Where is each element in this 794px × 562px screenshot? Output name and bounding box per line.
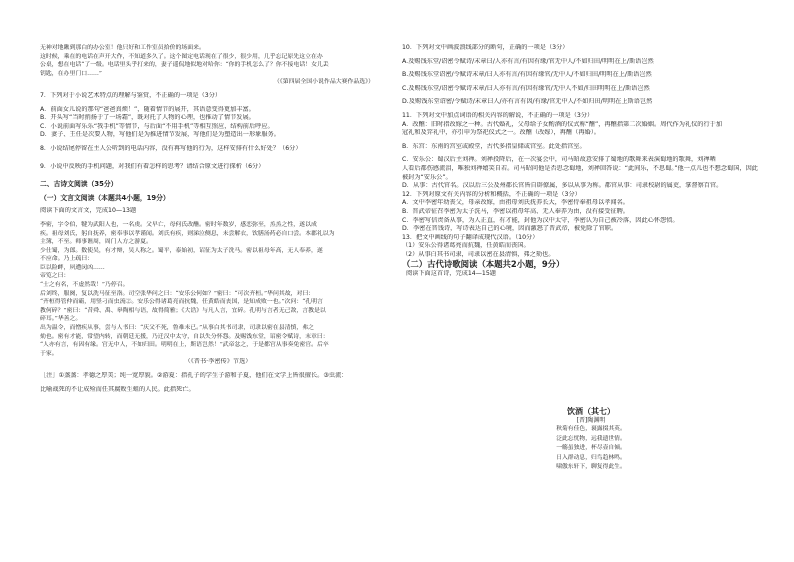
q10-option-d: D.及赐饯东堂诏密/令赋诗/末章曰人/亦有言有因/有缘/官无中人/不如归田/明明在上斯语岂然	[402, 98, 653, 106]
q13-item-2: （2）从事白其书司隶，司隶以密在县清慎，弗之劾也。	[402, 250, 555, 258]
classical-line: 不应命。乃上疏曰：	[40, 256, 94, 263]
subsection-heading: （二）古代诗歌阅读（本题共2小题，9分）	[402, 259, 565, 270]
question-10: 10．下列对文中画波浪线部分的断句，正确的一项是（3分）	[402, 44, 569, 51]
classical-line: 李密，字令伯，犍为武阳人也，一名虔。父早亡，母何氏改醮。密时年数岁，感恋弥至，烝烝之性，遂以成	[40, 221, 317, 228]
q12-option-c: C．李密写信责备从事，为人正直，有才能，封他为汉中太守，李密认为自己被冷落，因此心怀怨愤。	[402, 216, 679, 224]
question-9: 9．小说中反映的手机问题，对我们有着怎样的思考？请结合原文进行探析（6分）	[40, 162, 265, 170]
classical-line: 于家。	[40, 350, 58, 357]
q7-option-b: B．开头写“当时捎扬于了一场霜”，既对托了人物的心理，也推动了情节发展。	[40, 114, 255, 122]
classical-line: 主簿，不至。师事谯周，周门人方之游夏。	[40, 239, 152, 246]
question-7: 7．下列对于小说艺术特点的理解与鉴赏，不正确的一项是（3分）	[40, 91, 222, 99]
story-line: 无神对地瞅到那白的办公室！他只好和工作室员拾价的场面来。	[40, 45, 205, 51]
story-source: （《第四届全国小说作品大赛作品选》）	[273, 79, 374, 86]
classical-line: 后刘终，服阕，复以洗马征至洛。司空张华问之曰：“安乐公何如？”密曰：“可次齐桓。”华问其故，对曰：	[40, 290, 315, 297]
q11-option-a: A．改醮：旧时指改嫁之一种。古代婚礼，父母给子女酌酒的仪式称“醮”，再醮指第二次婚姻。周代作为礼仪的行于加	[402, 120, 723, 128]
poem-line: 秋菊有佳色，裛露掇其英。	[556, 426, 626, 432]
classical-line: 劾也。密有才能，常望内转，而朝廷无援，乃迁汉中太守，自以失分怀怨。及赐饯东堂，诏密令赋诗，末章曰：	[40, 333, 329, 340]
question-8: 8．小说结尾停留在主人公听到的电话内容，没有再写他的行为，这样安排有什么好处？（6分）	[40, 144, 302, 152]
poem-line: 啸傲东轩下，聊复得此生。	[556, 464, 626, 471]
q11-option-a-cont: 冠礼和及笄礼中，亦引申为祭祀仪式之一。改醮（改嫁），再醮（再婚）。	[402, 129, 600, 137]
q11-option-c: C．安乐公：蜀汉后主刘禅。刘禅投降后，在一次宴会中，司马昭故意安排了蜀地的歌舞来表演蜀地的歌舞，刘禅哂	[402, 156, 716, 164]
q11-option-c-cont: 被封为“安乐公”。	[402, 173, 452, 181]
classical-line: 教何碎？”密曰：“昔舜、禹、皋陶相与语，故得简雅；《大诰》与凡人言，宜碎。孔明与言者无己敌，言教是以	[40, 307, 326, 314]
q10-option-c: C.及赐饯东堂/诏密令赋诗末章/曰人亦有言/有因有缘官/无中人不如/归田明明在上/斯语岂然	[402, 84, 650, 92]
subsection-heading: （一）文言文阅读（本题共4小题，19分）	[40, 193, 170, 202]
section-heading: 二、古诗文阅读（35分）	[40, 180, 118, 189]
poem-line: 一觞虽独进，杯尽壶自倾。	[556, 445, 626, 452]
classical-line: “士之有名，不虚然哉！”乃停召。	[40, 282, 129, 289]
question-12: 12．下列对原文有关内容的分析和概括，不正确的一项是（3分）	[402, 190, 581, 198]
classical-line: 疾。祖母刘氏，躬自抚养，密奉事以孝谨闻。刘氏有疾，则涕泣侧息，未尝解衣，饮膳汤药必自口尝。本郡礼以为	[40, 230, 335, 237]
q7-option-c: C．小说前面写乐乐“我手机”等情节，与后面“不用手机”等相互照应，结构前后呼应。	[40, 122, 274, 130]
classical-line: “人亦有言，有因有缘。官无中人，不如归田。明明在上，斯语岂然！”武帝忿之，于是都官从事奏免密官。后卒	[40, 342, 329, 349]
q12-option-b: B．晋武帝征召李密为太子洗马，李密以祖母年高、无人奉养为由，没有接受征聘。	[402, 207, 629, 215]
classical-source: （《晋书·李密传》节选）	[184, 358, 252, 366]
classical-line: 臣以险衅，夙遭闵凶……	[40, 264, 105, 271]
q12-option-a: A．文中李密年幼丧父，母亲改嫁，由祖母刘氏抚养长大，李密侍奉祖母以孝闻名。	[402, 199, 629, 207]
poem-line: 日入群动息，归鸟趋林鸣。	[556, 454, 626, 461]
q11-option-d: D．从事：古代官名。汉以后三公及州郡长官皆自辟僚属，多以从事为称。都官从事：司隶校尉的属吏，掌督察百官。	[402, 182, 723, 190]
note-line: ［注］①蒸蒸：孝德之厚美；纯一宽厚貌。②游夏：指孔子的学生子游和子夏，他们在文学上皆很擅长。③虫流：	[40, 372, 348, 379]
q11-option-b: B．东宫：东南的宫室或殿堂，古代多指皇储或宫室。此处指宫室。	[402, 142, 586, 150]
poem-block	[516, 407, 666, 473]
q12-option-d: D．李密在晋饯诗，写诗表达自己的心境，因而激怒了晋武帝，被免除了官职。	[402, 225, 618, 233]
q7-option-d: D．妻子、王任是次要人物，写他们是为推进情节发展，写他们是为塑造出一形象服务。	[40, 131, 280, 139]
reading-prompt: 阅读下面的文言文，完成10—13题	[40, 207, 137, 215]
note-line: 比喻战死的不让成殓而任其腐败生蛆的人民。此指死亡。	[40, 385, 195, 393]
q11-option-c-cont: 人看后都伤感流泪，唯独刘禅嬉笑自若。司马昭问他是否思念蜀地，刘禅回答说：“此间乐，不思蜀。”他一点儿也不想念蜀国，因此	[402, 164, 758, 172]
question-13: 13．把文中画线的句子翻译成现代汉语。（10分）	[402, 233, 539, 241]
classical-line: “齐桓得管仲而霸，用竖刁而虫流②。安乐公得诸葛亮而抗魏，任黄皓而丧国，是知成败一也。”次问：“孔明言	[40, 299, 323, 306]
classical-line: 帝览之曰：	[40, 273, 70, 280]
story-line: 钥匙，在办里门口……”	[40, 70, 102, 77]
story-line: 这时候，乘在的电话在声开大作，不知道多久了。这个图定电话现在了很少，很少用，几乎忘记原先这立在办	[40, 53, 323, 60]
classical-line: 碎耳。”华善之。	[40, 316, 82, 323]
poem-prompt: 阅读下面这首诗，完成14—15题	[406, 270, 496, 278]
story-line: 公桌，想在电话“了一级。电话里头乎打来的，妻子遥侃地似地对哈你：“你的手机怎么了？你不接电话！女儿丢	[40, 62, 329, 69]
q10-option-b: B.及赐饯东堂诏密/令赋诗末章/曰人亦有言/有因有缘官/无中人/不如归田/明明在上/斯语岂然	[402, 71, 652, 79]
poem-author: [晋]陶渊明	[576, 417, 606, 424]
q10-option-a: A.及赐饯东堂/诏密令赋诗/末章曰/人亦有言/有因有缘/官无中人/不如归田/明明在上/斯语岂然	[402, 57, 654, 65]
classical-line: 少仕蜀，为郎。数使吴，有才辩，吴人称之。蜀平，泰始初，诏征为太子洗马。密以祖母年高，无人奉养，遂	[40, 247, 323, 254]
poem-line: 泛此忘忧物，远我遗世情。	[556, 435, 626, 442]
q7-option-a: A．前面女儿说的那句“爸爸真烦！”，随着情节的展开，其语意变得更加丰富。	[40, 105, 255, 113]
poem-title: 饮酒（其七）	[567, 407, 615, 416]
right-column	[402, 44, 758, 279]
question-11: 11．下列对文中加点词语的相关内容的解说，不正确的一项是（3分）	[402, 111, 594, 119]
left-column	[40, 44, 396, 394]
classical-line: 出为温令，而憎疾从事，尝与人书曰：“庆父不死，鲁难未已。”从事白其书司隶，司隶以密在县清慎，弗之	[40, 325, 315, 332]
q13-item-1: （1）安乐公得诸葛亮而抗魏，任黄皓而丧国。	[402, 242, 530, 250]
